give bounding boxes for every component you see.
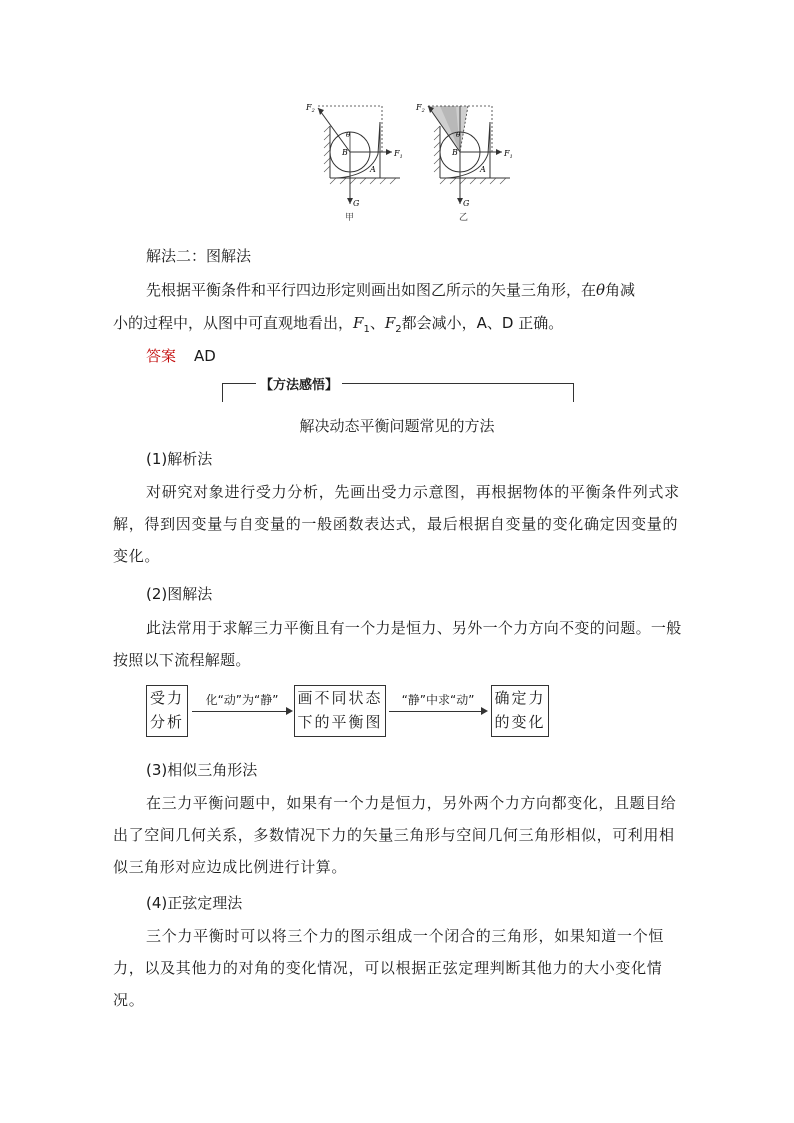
label-f2: $F_2$ <box>306 103 315 114</box>
section-body-4: 三个力平衡时可以将三个力的图示组成一个闭合的三角形，如果知道一个恒力，以及其他力的对角的变化情况，可以根据正弦定理判断其他力的大小变化情况。 <box>113 927 665 1009</box>
flow-arrow1-head <box>286 707 293 715</box>
svg-text:A: A <box>370 165 376 174</box>
svg-text:θ: θ <box>346 131 351 139</box>
answer-label: 答案 <box>146 347 177 365</box>
flow-arrow2-head <box>481 707 488 715</box>
svg-text:θ: θ <box>456 131 461 139</box>
force-diagram-jia <box>300 96 410 236</box>
svg-text:G: G <box>353 199 360 208</box>
svg-text:F1: $F_1$ <box>504 149 513 160</box>
flow-arrow2 <box>389 711 481 712</box>
svg-text:B: B <box>452 148 458 157</box>
svg-text:F2: $F_2$ <box>416 103 425 114</box>
figure-caption-yi: 乙 <box>459 213 469 223</box>
flow-arrow1 <box>192 711 286 712</box>
svg-text:A: A <box>480 165 486 174</box>
method2-line1: 先根据平衡条件和平行四边形定则画出如图乙所示的矢量三角形，在θ角减 <box>146 281 636 299</box>
section-body-2: 此法常用于求解三力平衡且有一个力是恒力、另外一个力方向不变的问题。一般按照以下流程解题。 <box>113 619 682 669</box>
section-heading-3: (3)相似三角形法 <box>146 761 258 779</box>
flow-arrow2-label: “静”中求“动” <box>401 693 475 707</box>
summary-title: 解决动态平衡问题常见的方法 <box>299 417 495 435</box>
label-f1: $F_1$ <box>394 149 403 160</box>
banner-title: 【方法感悟】 <box>256 374 342 393</box>
flow-box-determine-change: 确定力 的变化 <box>491 685 549 737</box>
svg-text:B: B <box>342 148 348 157</box>
method2-heading: 解法二：图解法 <box>146 247 252 265</box>
answer <box>146 346 216 366</box>
answer-value: AD <box>194 347 216 365</box>
flow-box-equilibrium-diagrams: 画不同状态 下的平衡图 <box>294 685 386 737</box>
section-heading-1: (1)解析法 <box>146 450 213 468</box>
section-body-3: 在三力平衡问题中，如果有一个力是恒力，另外两个力方向都变化，且题目给出了空间几何关系，多数情况下力的矢量三角形与空间几何三角形相似，可利用相似三角形对应边成比例进行计算。 <box>113 794 677 876</box>
flow-box-force-analysis: 受力 分析 <box>146 685 188 737</box>
section-heading-4: (4)正弦定理法 <box>146 894 243 912</box>
figure-caption-jia: 甲 <box>345 213 355 223</box>
section-body-1: 对研究对象进行受力分析，先画出受力示意图，再根据物体的平衡条件列式求解，得到因变量与自变量的一般函数表达式，最后根据自变量的变化确定因变量的变化。 <box>113 483 680 565</box>
flow-arrow1-label: 化“动”为“静” <box>205 693 279 707</box>
method2-line2: 小的过程中，从图中可直观地看出，$F_1$、$F_2$都会减小，A、D 正确。 <box>113 314 564 335</box>
svg-text:G: G <box>463 199 470 208</box>
section-heading-2: (2)图解法 <box>146 585 213 603</box>
